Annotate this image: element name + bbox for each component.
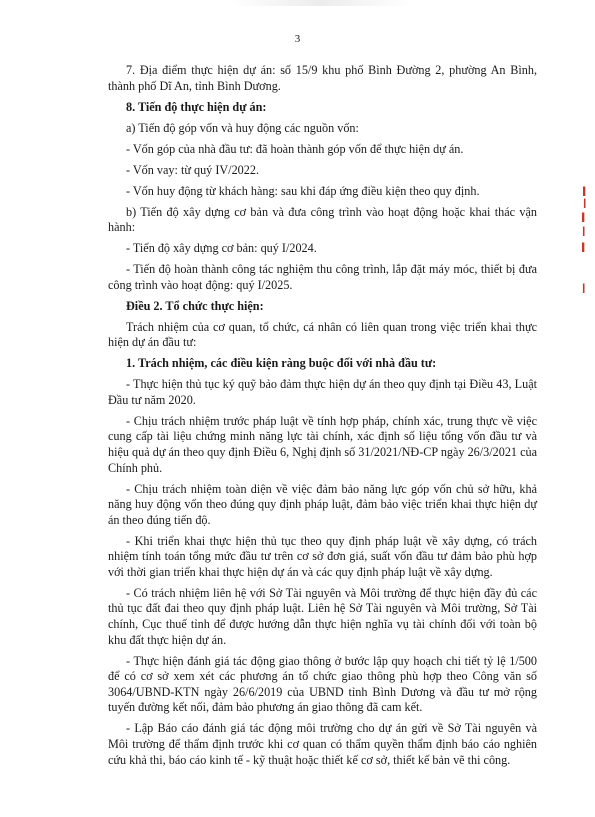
paragraph: - Vốn huy động từ khách hàng: sau khi đáp ứng điều kiện theo quy định. [126, 183, 480, 198]
stamp-mark: ▍ [583, 187, 590, 196]
paragraph: b) Tiến độ xây dựng cơ bản và đưa công trình vào hoạt động hoặc khai thác vận hành: [108, 204, 537, 235]
paragraph: - Thực hiện đánh giá tác động giao thông ở bước lập quy hoạch chi tiết tỷ lệ 1/500 để có cơ sở xem xét các phương án tổ chức giao thông phù hợp theo Công văn số 3064/UBND-KTN ngày 26/6/2019 của UBND tỉnh Bình Dương và đầu tư mở rộng tuyến đường kết nối, đảm bảo phương án giao thông đã cam kết. [108, 653, 537, 715]
paragraph: - Tiến độ hoàn thành công tác nghiệm thu công trình, lắp đặt máy móc, thiết bị đưa công trình vào hoạt động: quý I/2025. [108, 262, 537, 292]
stamp-mark: ▎ [584, 199, 591, 208]
scan-smudge [230, 0, 410, 6]
paragraph: - Chịu trách nhiệm trước pháp luật về tính hợp pháp, chính xác, trung thực về việc cung cấp tài liệu chứng minh năng lực tài chính, xác định số liệu tổng vốn đầu tư và hiệu quả dự án theo quy định Điều 6, Nghị định số 31/2021/NĐ-CP ngày 26/3/2021 của Chính phủ. [108, 413, 537, 475]
paragraph: 8. Tiến độ thực hiện dự án: [126, 99, 267, 114]
paragraph: Điều 2. Tổ chức thực hiện: [126, 298, 264, 313]
paragraph: 1. Trách nhiệm, các điều kiện ràng buộc đối với nhà đầu tư: [126, 356, 437, 371]
paragraph: Trách nhiệm của cơ quan, tổ chức, cá nhân có liên quan trong việc triển khai thực hiện dự án đầu tư: [108, 319, 537, 350]
paragraph: - Chịu trách nhiệm toàn diện về việc đảm bảo năng lực góp vốn chủ sở hữu, khả năng huy động vốn theo đúng quy định pháp luật, đảm bảo việc triển khai thực hiện dự án theo đúng tiến độ. [108, 481, 537, 527]
paragraph: - Vốn vay: từ quý IV/2022. [126, 162, 259, 177]
document-body [108, 63, 537, 774]
stamp-mark: ▍ [582, 213, 589, 222]
paragraph: - Vốn góp của nhà đầu tư: đã hoàn thành góp vốn để thực hiện dự án. [126, 141, 464, 156]
paragraph: - Thực hiện thủ tục ký quỹ bảo đảm thực hiện dự án theo quy định tại Điều 43, Luật Đầu tư năm 2020. [108, 377, 537, 407]
stamp-mark: ▍ [582, 243, 589, 252]
stamp-mark: ▎ [583, 284, 590, 293]
paragraph: - Tiến độ xây dựng cơ bản: quý I/2024. [126, 241, 317, 256]
paragraph: - Có trách nhiệm liên hệ với Sở Tài nguyên và Môi trường để thực hiện đầy đủ các thủ tục đất đai theo quy định pháp luật. Liên hệ Sở Tài nguyên và Môi trường, Sở Tài chính, Cục thuế tỉnh để được hướng dẫn thực hiện nghĩa vụ tài chính đối với toàn bộ khu đất thực hiện dự án. [108, 585, 537, 647]
paragraph: a) Tiến độ góp vốn và huy động các nguồn vốn: [126, 120, 359, 135]
paragraph: - Khi triển khai thực hiện thủ tục theo quy định pháp luật về xây dựng, có trách nhiệm tính toán tổng mức đầu tư trên cơ sở đơn giá, suất vốn đầu tư đảm bảo phù hợp với thời gian triển khai thực hiện dự án và các quy định pháp luật về xây dựng. [108, 533, 537, 579]
paragraph: - Lập Báo cáo đánh giá tác động môi trường cho dự án gửi về Sở Tài nguyên và Môi trường để thẩm định trước khi cơ quan có thẩm quyền thẩm định báo cáo nghiên cứu khả thi, báo cáo kinh tế - kỹ thuật hoặc thiết kế cơ sở, thiết kế bản vẽ thi công. [108, 721, 537, 767]
page-number: 3 [294, 33, 301, 45]
stamp-mark: ▎ [583, 227, 590, 236]
paragraph: 7. Địa điểm thực hiện dự án: số 15/9 khu phố Bình Đường 2, phường An Bình, thành phố Dĩ An, tỉnh Bình Dương. [108, 63, 537, 93]
